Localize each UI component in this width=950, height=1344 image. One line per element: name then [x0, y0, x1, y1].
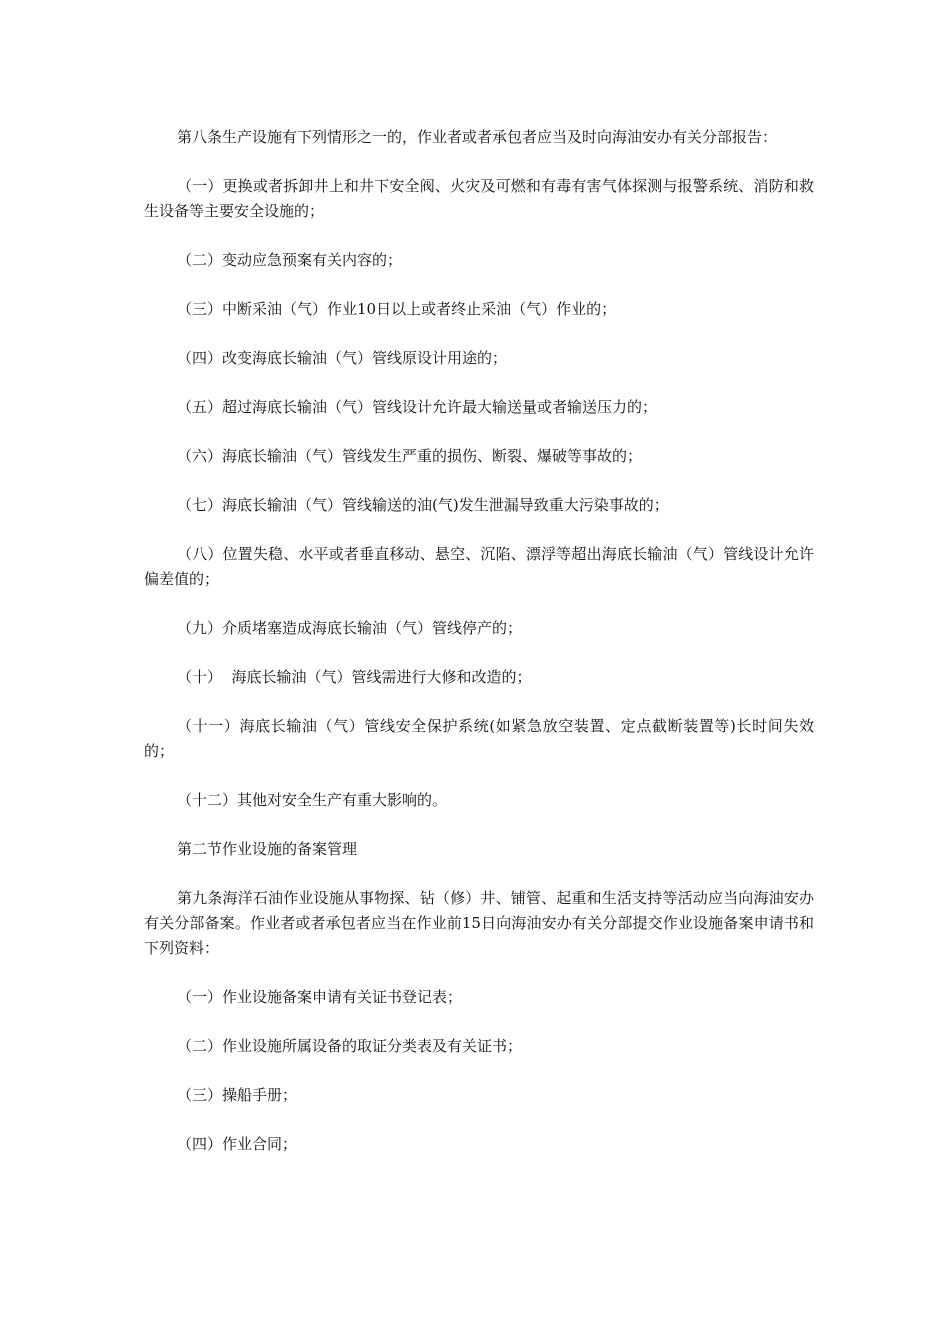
article-8-item-12: （十二）其他对安全生产有重大影响的。: [177, 791, 448, 809]
article-9-item-4: （四）作业合同；: [177, 1135, 298, 1153]
article-8-item-9: （九）介质堵塞造成海底长输油（气）管线停产的；: [177, 619, 523, 637]
article-8-item-5: （五）超过海底长输油（气）管线设计允许最大输送量或者输送压力的；: [177, 398, 658, 416]
article-8-item-3: （三）中断采油（气）作业10日以上或者终止采油（气）作业的；: [177, 300, 617, 318]
section-2-heading: 第二节作业设施的备案管理: [177, 840, 358, 858]
article-8-item-7: （七）海底长输油（气）管线输送的油(气)发生泄漏导致重大污染事故的；: [177, 496, 669, 514]
article-8-item-4: （四）改变海底长输油（气）管线原设计用途的；: [177, 349, 508, 367]
article-8-item-8: （八）位置失稳、水平或者垂直移动、悬空、沉陷、漂浮等超出海底长输油（气）管线设计允许偏差值的；: [144, 545, 814, 588]
article-8-item-6: （六）海底长输油（气）管线发生严重的损伤、断裂、爆破等事故的；: [177, 447, 643, 465]
document-body: [144, 125, 814, 1157]
article-9-intro: 第九条海洋石油作业设施从事物探、钻（修）井、铺管、起重和生活支持等活动应当向海油安办有关分部备案。作业者或者承包者应当在作业前15日向海油安办有关分部提交作业设施备案申请书和下列资料：: [144, 889, 814, 957]
article-8-intro: 第八条生产设施有下列情形之一的，作业者或者承包者应当及时向海油安办有关分部报告：: [177, 128, 778, 146]
article-8-item-2: （二）变动应急预案有关内容的；: [177, 251, 403, 269]
article-9-item-2: （二）作业设施所属设备的取证分类表及有关证书；: [177, 1037, 523, 1055]
article-9-item-3: （三）操船手册；: [177, 1086, 298, 1104]
article-9-item-1: （一）作业设施备案申请有关证书登记表；: [177, 988, 463, 1006]
article-8-item-10: （十） 海底长输油（气）管线需进行大修和改造的；: [177, 668, 532, 686]
article-8-item-11: （十一）海底长输油（气）管线安全保护系统(如紧急放空装置、定点截断装置等)长时间失效的；: [144, 717, 814, 760]
article-8-item-1: （一）更换或者拆卸井上和井下安全阀、火灾及可燃和有毒有害气体探测与报警系统、消防和救生设备等主要安全设施的；: [144, 177, 814, 220]
